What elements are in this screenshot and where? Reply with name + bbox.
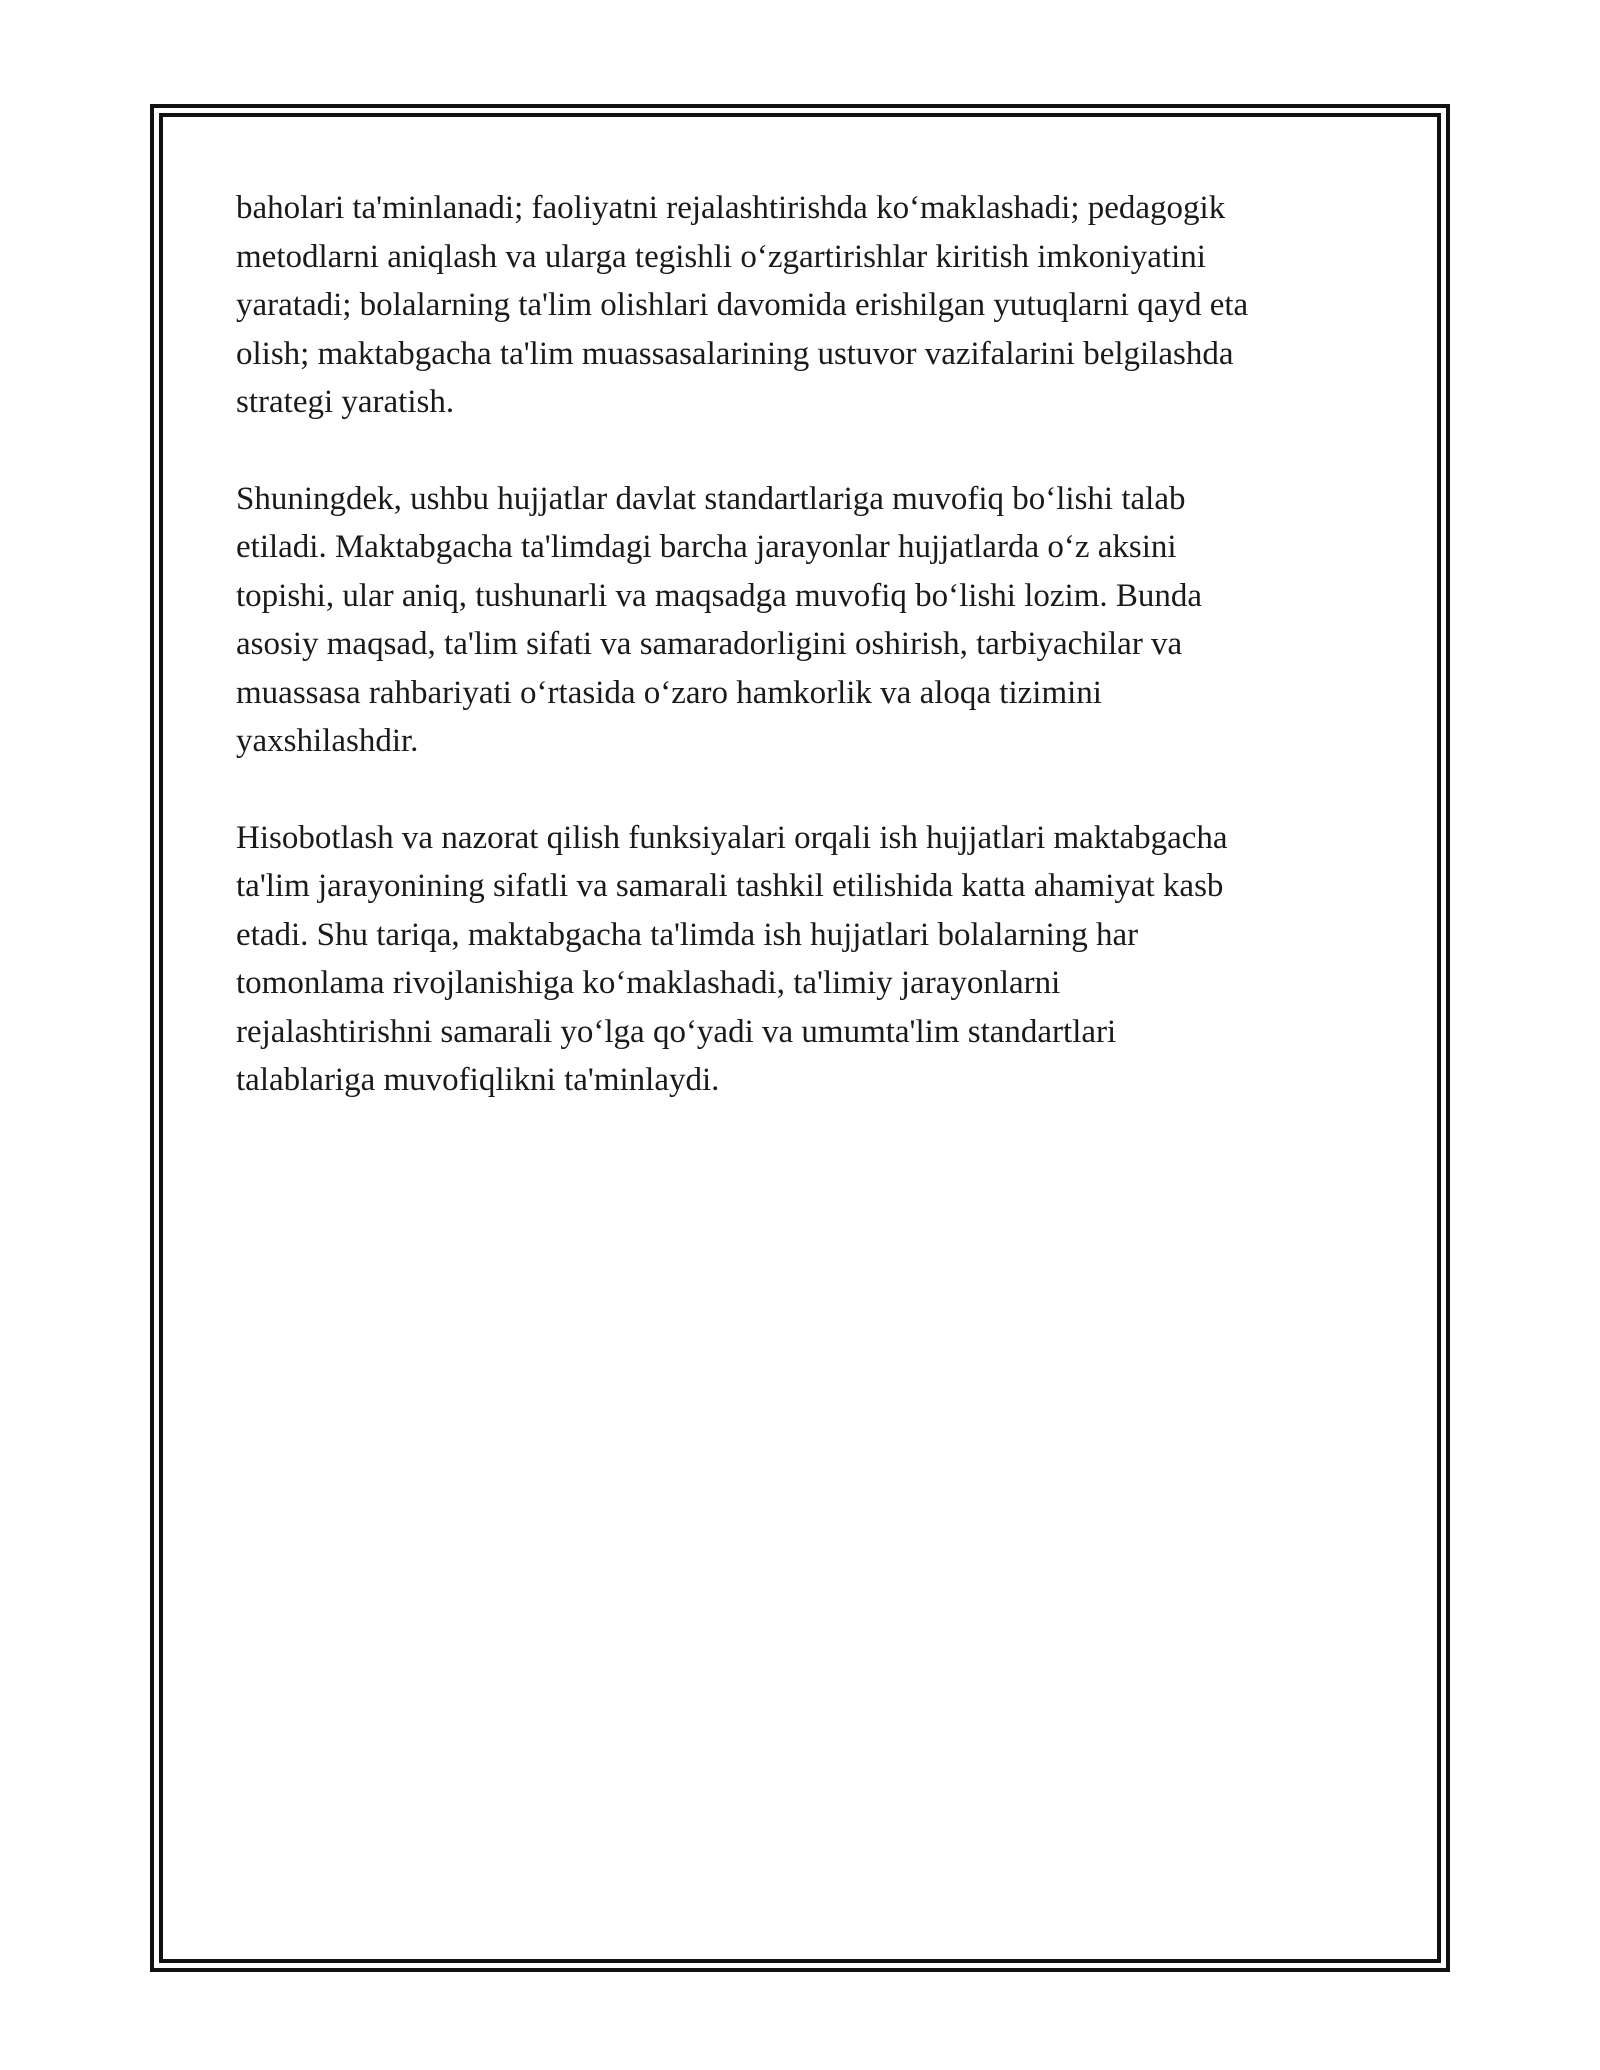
paragraph-3 xyxy=(236,814,1376,1105)
text-line: muassasa rahbariyati o‘rtasida o‘zaro hamkorlik va aloqa tizimini xyxy=(236,674,1102,711)
text-line: tomonlama rivojlanishiga ko‘maklashadi, ta'limiy jarayonlarni xyxy=(236,965,1061,1001)
text-line: topishi, ular aniq, tushunarli va maqsadga muvofiq bo‘lishi lozim. Bunda xyxy=(236,577,1203,614)
text-line: talablariga muvofiqlikni ta'minlaydi. xyxy=(236,1062,720,1098)
text-line: olish; maktabgacha ta'lim muassasalarining ustuvor vazifalarini belgilashda xyxy=(236,335,1234,372)
text-line: ta'lim jarayonining sifatli va samarali tashkil etilishida katta ahamiyat kasb xyxy=(236,868,1224,904)
text-line: etadi. Shu tariqa, maktabgacha ta'limda ish hujjatlari bolalarning har xyxy=(236,916,1139,953)
text-line: Hisobotlash va nazorat qilish funksiyalari orqali ish hujjatlari maktabgacha xyxy=(236,819,1228,856)
text-line: Shuningdek, ushbu hujjatlar davlat standartlariga muvofiq bo‘lishi talab xyxy=(236,480,1186,517)
text-line: strategi yaratish. xyxy=(236,384,455,420)
text-line: yaratadi; bolalarning ta'lim olishlari davomida erishilgan yutuqlarni qayd eta xyxy=(236,287,1249,323)
paragraph-2 xyxy=(236,475,1376,766)
text-line: rejalashtirishni samarali yo‘lga qo‘yadi va umumta'lim standartlari xyxy=(236,1013,1117,1050)
text-line: baholari ta'minlanadi; faoliyatni rejalashtirishda ko‘maklashadi; pedagogik xyxy=(236,190,1226,226)
text-line: asosiy maqsad, ta'lim sifati va samaradorligini oshirish, tarbiyachilar va xyxy=(236,626,1183,662)
text-line: yaxshilashdir. xyxy=(236,723,419,759)
paragraph-1 xyxy=(236,184,1376,427)
text-line: etiladi. Maktabgacha ta'limdagi barcha jarayonlar hujjatlarda o‘z aksini xyxy=(236,529,1177,565)
document-body xyxy=(236,184,1376,1153)
text-line: metodlarni aniqlash va ularga tegishli o‘zgartirishlar kiritish imkoniyatini xyxy=(236,238,1206,275)
